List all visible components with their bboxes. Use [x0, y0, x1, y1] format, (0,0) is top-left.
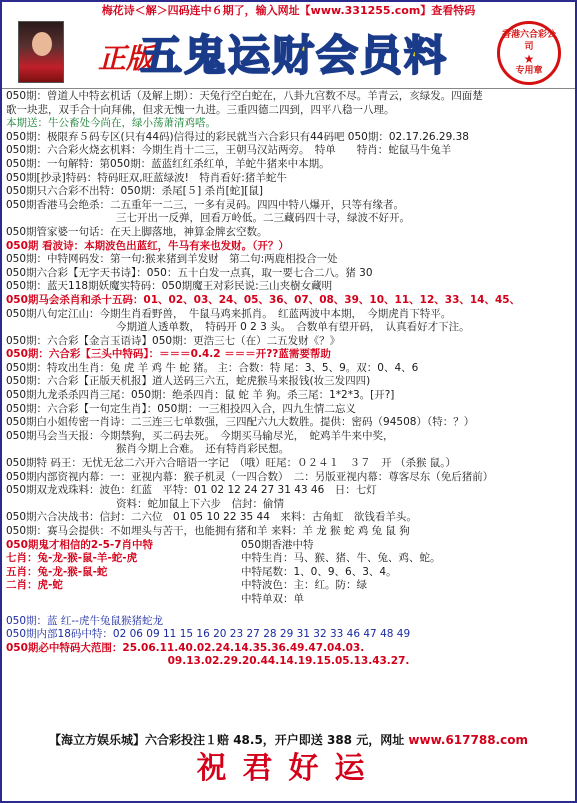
- line-yijujieTe: 050期：一句解特：第050期：蓝蓝红红杀红单，羊蛇牛猪来中本期。: [6, 157, 330, 170]
- right-column-item: 中特生肖：马、猴、猪、牛、兔、鸡、蛇。: [241, 552, 441, 565]
- line-lantian118: 050期：蓝天118期妖魔实特码：050期魔王对彩民说:三山夹樹女藏明: [6, 280, 333, 293]
- line-saimahui: 050期：赛马会提供：不如埋头与苦干，也能拥有猪和羊 来料：羊 龙 猴 蛇 鸡 兔 鼠 狗: [6, 525, 410, 537]
- top-banner[interactable]: 梅花诗＜解＞四码连中６期了，输入网址【www.331255.com】查看特码: [2, 2, 575, 19]
- header: [2, 19, 575, 89]
- line-lanhong: 050期：蓝 红--虎牛兔鼠猴猪蛇龙: [6, 614, 163, 627]
- seal-top-text: 香港六合彩公司: [501, 30, 556, 52]
- line-shaxiao-15ma: 050期马会杀肖和杀十五码：01、02、03、24、05、36、07、08、39、10、11、12、33、14、45、: [6, 293, 521, 306]
- line-jinyan: 050期：六合彩【金言玉语诗】050期：更浩三七（在）二五发财《？》: [6, 334, 341, 347]
- line-tianjibao: 050期：六合彩【正版天机报】道人送码三六五，蛇虎猴马来报钱(妆三发四四): [6, 375, 371, 388]
- line-mahui-dangtian-cont: 猴肖今期上合难。 还有特肖彩民想。: [116, 443, 290, 456]
- seal-star-icon: ★: [523, 52, 535, 66]
- company-seal: [497, 21, 561, 85]
- left-column-item: 七肖：兔-龙-猴-鼠-羊-蛇-虎: [6, 552, 138, 565]
- zheng-ban-mark: 正版: [98, 42, 155, 75]
- footer-ad: [2, 731, 575, 749]
- right-column-item: 中特波色：主：红。防：绿: [241, 579, 367, 592]
- right-column-item: 中特单双：单: [241, 592, 304, 605]
- seal-bottom-text: 专用章: [515, 66, 543, 76]
- line-temawang: 050期特 码王：无忧无忿二六开六合暗语一字记 （哦）旺尾：０２４１ ３７ 开 （杀猴 鼠。）: [6, 457, 457, 470]
- left-column-item: 五肖：兔-龙-猴-鼠-蛇: [6, 565, 108, 578]
- line-santou: 050期：六合彩【三头中特码】：＝＝＝0.4.2 ＝＝＝开??蓝需要帮助: [6, 348, 331, 361]
- line-caodaoren-cont: 歌一块悲，双手合十向拜佛，但求无愧一九进。三重四德二四到，四平八稳一八理。: [6, 103, 395, 116]
- line-yijudingshengxiao: 050期：六合彩【一句定生肖】：050期：一三相投四入合，四九生情二忘义: [6, 402, 356, 415]
- right-column-title: 050期香港中特: [241, 538, 314, 551]
- line-huoshao: 050期：六合彩火烧玄机料：今期生肖十二三，王朝马汉站两旁。 特单 特肖：蛇鼠马牛兔羊: [6, 144, 452, 157]
- left-column: [6, 539, 241, 615]
- line-tegong: 050期：特攻出生肖：兔 虎 羊 鸡 牛 蛇 猪。 主：合数：特 尾：3、5、9。双：0、4、6: [6, 361, 419, 374]
- line-juezhanshu: 050期六合决战书：信封：二六位 01 05 10 22 35 44 来料：古角虹 欲钱看羊头。: [6, 511, 417, 524]
- line-caodaoren: 050期：曾道人中特玄机话（及解上期）：天兔行空白蛇在，八卦九宫数不尽。羊青云，亥绿发。四面楚: [6, 90, 483, 102]
- two-column-block: [6, 539, 571, 615]
- line-shuanglong: 050期双龙戏珠料：波色：红蓝 平特：01 02 12 24 27 31 43 46 日：七灯: [6, 484, 377, 497]
- line-jixian-5ma: 050期：极限弃５码专区(只有44码)信得过的彩民就当六合彩只有44码吧 050期：02.17.26.29.38: [6, 130, 469, 143]
- line-neibu-ziliao: 050期内部资视内幕：一：亚视内幕：猴子机灵（一四合数） 二：另版亚视内幕：尊客尽东（免后猪前）: [6, 470, 494, 483]
- line-jiulong: 050期九龙杀杀四肖三尾：050期：绝杀四肖：鼠 蛇 羊 狗。杀三尾：1*2*3。[开?]: [6, 389, 395, 402]
- portrait-photo: [18, 21, 64, 83]
- line-shuanglong-cont: 资料：蛇加鼠上下六步 信封：偷情: [116, 497, 284, 510]
- line-bizhong-fanwei-cont: 09.13.02.29.20.44.14.19.15.05.13.43.27.: [167, 655, 410, 668]
- line-bizhong-fanwei: 050期必中特码大范围：25.06.11.40.02.24.14.35.36.49.47.04.03.: [6, 641, 365, 654]
- line-neibu-18ma: 050期内部18码中特：02 06 09 11 15 16 20 23 27 28 29 31 32 33 46 47 48 49: [6, 628, 411, 641]
- left-column-title: 050期鬼才相信的2-5-7肖中特: [6, 538, 154, 551]
- footer-ad-link[interactable]: www.617788.com: [408, 733, 528, 747]
- blessing-text: 祝君好运: [196, 751, 381, 786]
- line-guanjiapo: 050期管家婆一句话：在天上脚落地，神算金牌玄空数。: [6, 225, 268, 238]
- line-buchute: 050期只六合彩不出特：050期：杀尾[５] 杀肖[蛇][鼠]: [6, 185, 263, 198]
- line-bajuding-cont: 今期道人透单数， 特码开 0 2 3 头。 合数单有望开码， 认真看好才下注。: [116, 321, 470, 334]
- footer: [2, 731, 575, 801]
- line-kanboshi: 050期 看波诗：本期波色出蓝红，牛马有来也发财。（开？）: [6, 239, 289, 252]
- content: [2, 89, 575, 669]
- line-mahui-dangtian: 050期马会当天报：今期禁狗，买二码去死。 今期买马输尽光， 蛇鸡羊牛来中奖，: [6, 429, 394, 442]
- footer-ad-text: 【海立方娱乐城】六合彩投注１赔 48.5，开户即送 388 元，网址: [49, 733, 405, 747]
- line-zhongte-wangma: 050期：中特网码发：第一句:猴来猪到羊发财 第二句:两鹿相投合一处: [6, 253, 338, 266]
- page-title: 五鬼运财会员料: [140, 31, 449, 80]
- line-jueshao: 050期香港马会绝杀：二五重年一二三，一多有灵码。四四中特八爆开，只等有缘者。: [6, 198, 405, 211]
- right-column: [241, 539, 571, 615]
- line-baixiaojie: 050期白小姐传密一肖诗：二三连三七单数强，三四配六九大数胜。提供：密码（94508）（特：？）: [6, 416, 475, 429]
- line-bajuding: 050期八句定江山：今期生肖看野兽， 牛鼠马鸡来抓肖。 红蓝两波中本期， 今期虎肖下特平。: [6, 307, 452, 320]
- line-jueshao-cont: 三七开出一反弹，回看万岭低。二三藏码四十寻，绿波不好开。: [116, 212, 410, 225]
- left-column-item: 二肖：虎-蛇: [6, 579, 63, 592]
- line-chaolu: 050期[抄录]特码：特码旺双,旺蓝绿波! 特肖看好:猪羊蛇牛: [6, 171, 287, 184]
- line-benqisong: 本期送：牛公畜处今尚在，绿小荡萧清鸡嗒。: [6, 117, 216, 130]
- right-column-item: 中特尾数：1、0、9、6、3、4。: [241, 565, 397, 578]
- line-wuzitianshu: 050期六合彩【无字天书诗】：050：五十白发一点真，取一要七合二八。猪 30: [6, 266, 373, 279]
